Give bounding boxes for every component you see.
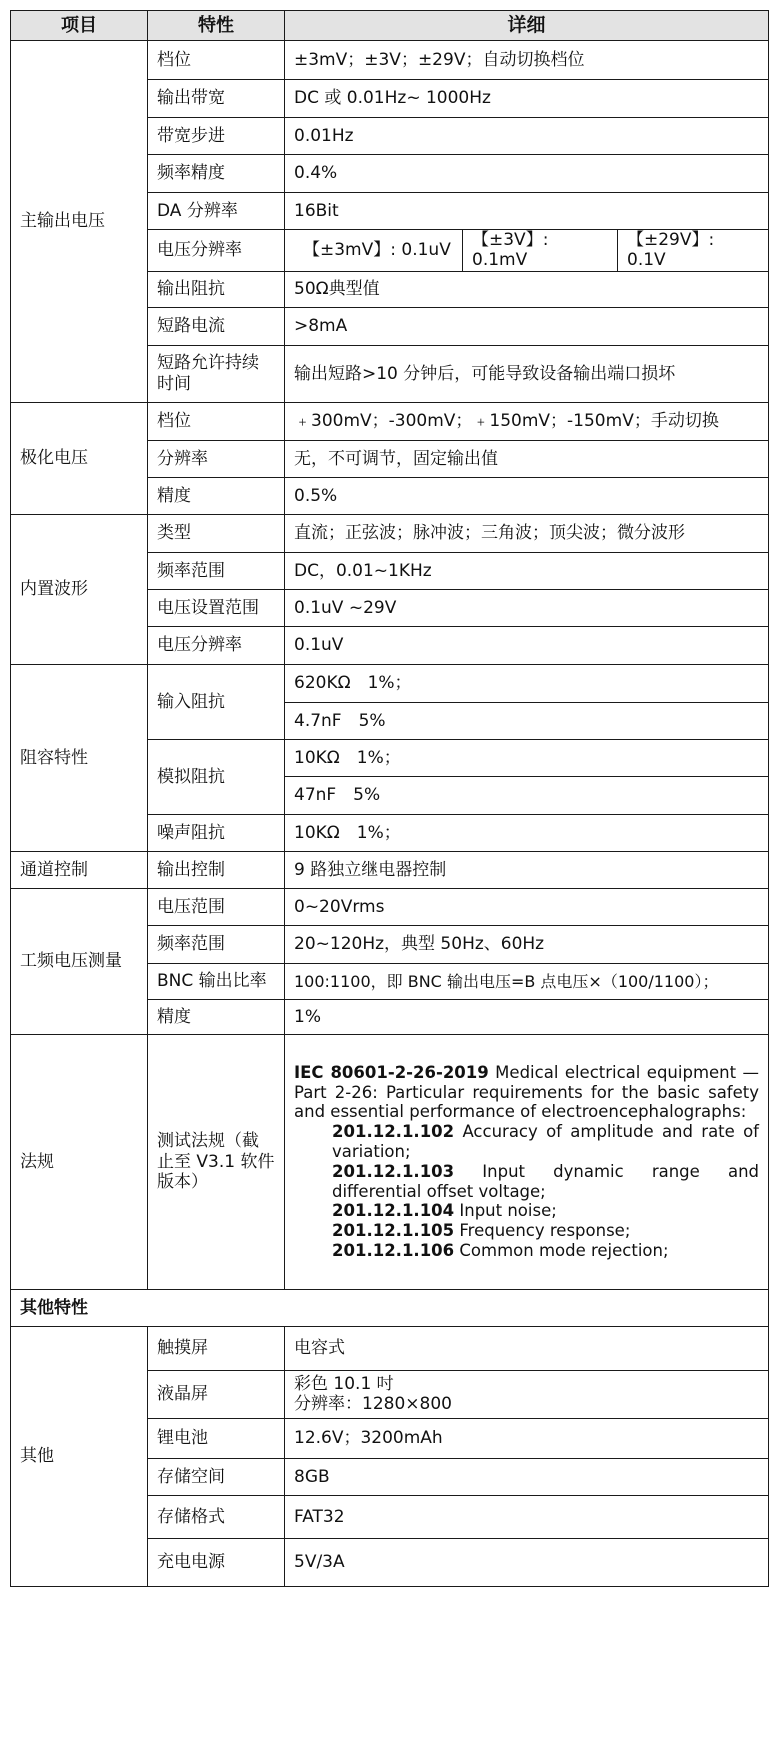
standard-id: IEC 80601-2-26-2019 xyxy=(294,1062,489,1082)
section-row xyxy=(11,1289,769,1326)
regulation-detail xyxy=(285,1034,769,1289)
spec-table xyxy=(10,10,769,1587)
detail-cell: FAT32 xyxy=(285,1495,769,1538)
group-channel: 通道控制 xyxy=(11,851,148,888)
feature-cell: 电压范围 xyxy=(148,888,285,925)
clause-item xyxy=(294,1122,759,1162)
detail-cell: 16Bit xyxy=(285,193,769,230)
feature-cell: 输出控制 xyxy=(148,851,285,888)
group-waveform: 内置波形 xyxy=(11,514,148,664)
feature-cell: 带宽步进 xyxy=(148,118,285,155)
clause-item xyxy=(294,1241,759,1261)
group-impedance: 阻容特性 xyxy=(11,664,148,851)
table-row xyxy=(11,514,769,552)
detail-cell: 0.1uV ~29V xyxy=(285,589,769,626)
clause-item xyxy=(294,1162,759,1202)
feature-cell: 测试法规（截止至 V3.1 软件版本） xyxy=(148,1034,285,1289)
detail-cell: 47nF 5% xyxy=(285,776,769,814)
voltage-resolution-3v: 【±3V】: 0.1mV xyxy=(462,230,617,271)
lcd-line-2: 分辨率：1280×800 xyxy=(294,1394,452,1415)
detail-cell: 12.6V；3200mAh xyxy=(285,1418,769,1458)
detail-cell: 0.4% xyxy=(285,155,769,193)
clause-text: Common mode rejection; xyxy=(454,1240,669,1260)
detail-cell: 输出短路>10 分钟后，可能导致设备输出端口损坏 xyxy=(285,345,769,402)
group-other: 其他 xyxy=(11,1326,148,1586)
feature-cell: 类型 xyxy=(148,514,285,552)
table-row xyxy=(11,888,769,925)
group-polarization: 极化电压 xyxy=(11,402,148,514)
section-title: 其他特性 xyxy=(11,1289,769,1326)
detail-cell: ±3mV；±3V；±29V；自动切换档位 xyxy=(285,41,769,80)
standard-title: Medical electrical equipment — Part 2-26: Particular requirements for the basic safety and essential performance of electroencephalographs: xyxy=(294,1062,760,1122)
feature-cell: BNC 输出比率 xyxy=(148,963,285,999)
feature-cell: 电压分辨率 xyxy=(148,230,285,272)
detail-cell: 9 路独立继电器控制 xyxy=(285,851,769,888)
clause-item xyxy=(294,1221,759,1241)
header-feature: 特性 xyxy=(148,11,285,41)
detail-cell: 电容式 xyxy=(285,1326,769,1370)
lcd-line-1: 彩色 10.1 吋 xyxy=(294,1373,394,1394)
feature-cell: 频率范围 xyxy=(148,925,285,963)
detail-cell: >8mA xyxy=(285,307,769,345)
feature-cell: 存储空间 xyxy=(148,1458,285,1495)
group-main-output: 主输出电压 xyxy=(11,41,148,403)
clause-item xyxy=(294,1201,759,1221)
detail-cell: ﹢300mV；-300mV；﹢150mV；-150mV；手动切换 xyxy=(285,402,769,440)
clause-number: 201.12.1.105 xyxy=(332,1221,455,1241)
table-row xyxy=(11,664,769,702)
header-item: 项目 xyxy=(11,11,148,41)
feature-cell: 精度 xyxy=(148,999,285,1034)
detail-cell: 620KΩ 1%； xyxy=(285,664,769,702)
clause-number: 201.12.1.102 xyxy=(332,1122,455,1142)
feature-cell: 存储格式 xyxy=(148,1495,285,1538)
detail-cell: 1% xyxy=(285,999,769,1034)
detail-split-cell xyxy=(285,230,769,272)
detail-cell: 0.01Hz xyxy=(285,118,769,155)
feature-cell: 档位 xyxy=(148,402,285,440)
detail-cell: 20~120Hz，典型 50Hz、60Hz xyxy=(285,925,769,963)
feature-cell: 充电电源 xyxy=(148,1538,285,1586)
feature-cell: 输入阻抗 xyxy=(148,664,285,739)
clause-number: 201.12.1.104 xyxy=(332,1201,455,1221)
feature-cell: 锂电池 xyxy=(148,1418,285,1458)
feature-cell: 模拟阻抗 xyxy=(148,739,285,814)
feature-cell: 档位 xyxy=(148,41,285,80)
detail-cell: 无，不可调节，固定输出值 xyxy=(285,440,769,477)
detail-cell: 8GB xyxy=(285,1458,769,1495)
header-detail: 详细 xyxy=(285,11,769,41)
voltage-resolution-3mv: 【±3mV】: 0.1uV xyxy=(303,240,451,261)
feature-cell: 短路允许持续时间 xyxy=(148,345,285,402)
feature-cell: 短路电流 xyxy=(148,307,285,345)
detail-cell: 50Ω典型值 xyxy=(285,271,769,307)
detail-cell: 4.7nF 5% xyxy=(285,702,769,739)
table-row xyxy=(11,851,769,888)
feature-cell: 输出带宽 xyxy=(148,80,285,118)
feature-cell: 液晶屏 xyxy=(148,1370,285,1418)
detail-cell: 0.5% xyxy=(285,477,769,514)
feature-cell: 输出阻抗 xyxy=(148,271,285,307)
detail-cell: DC 或 0.01Hz~ 1000Hz xyxy=(285,80,769,118)
detail-cell: 0.1uV xyxy=(285,626,769,664)
voltage-resolution-29v: 【±29V】: 0.1V xyxy=(617,230,759,271)
clause-number: 201.12.1.106 xyxy=(332,1240,455,1260)
table-row xyxy=(11,1326,769,1370)
feature-cell: 精度 xyxy=(148,477,285,514)
clause-text: Input dynamic range and differential offset voltage; xyxy=(332,1161,759,1201)
group-regulation: 法规 xyxy=(11,1034,148,1289)
feature-cell: 频率范围 xyxy=(148,552,285,589)
feature-cell: 电压分辨率 xyxy=(148,626,285,664)
detail-cell: DC，0.01~1KHz xyxy=(285,552,769,589)
detail-cell: 10KΩ 1%； xyxy=(285,739,769,776)
table-row xyxy=(11,41,769,80)
detail-cell: 10KΩ 1%； xyxy=(285,814,769,851)
group-power-frequency: 工频电压测量 xyxy=(11,888,148,1034)
clause-text: Accuracy of amplitude and rate of variation; xyxy=(332,1122,759,1161)
clause-text: Input noise; xyxy=(454,1201,557,1221)
feature-cell: 电压设置范围 xyxy=(148,589,285,626)
feature-cell: 触摸屏 xyxy=(148,1326,285,1370)
detail-cell: 0~20Vrms xyxy=(285,888,769,925)
detail-cell xyxy=(285,1370,769,1418)
detail-cell: 直流；正弦波；脉冲波；三角波；顶尖波；微分波形 xyxy=(285,514,769,552)
header-row xyxy=(11,11,769,41)
clause-text: Frequency response; xyxy=(454,1221,631,1241)
table-row xyxy=(11,402,769,440)
feature-cell: DA 分辨率 xyxy=(148,193,285,230)
clause-number: 201.12.1.103 xyxy=(332,1161,455,1181)
table-row xyxy=(11,1034,769,1289)
detail-cell: 100:1100，即 BNC 输出电压=B 点电压×（100/1100）； xyxy=(285,963,769,999)
feature-cell: 噪声阻抗 xyxy=(148,814,285,851)
feature-cell: 分辨率 xyxy=(148,440,285,477)
feature-cell: 频率精度 xyxy=(148,155,285,193)
standard-paragraph xyxy=(294,1063,759,1122)
detail-cell: 5V/3A xyxy=(285,1538,769,1586)
